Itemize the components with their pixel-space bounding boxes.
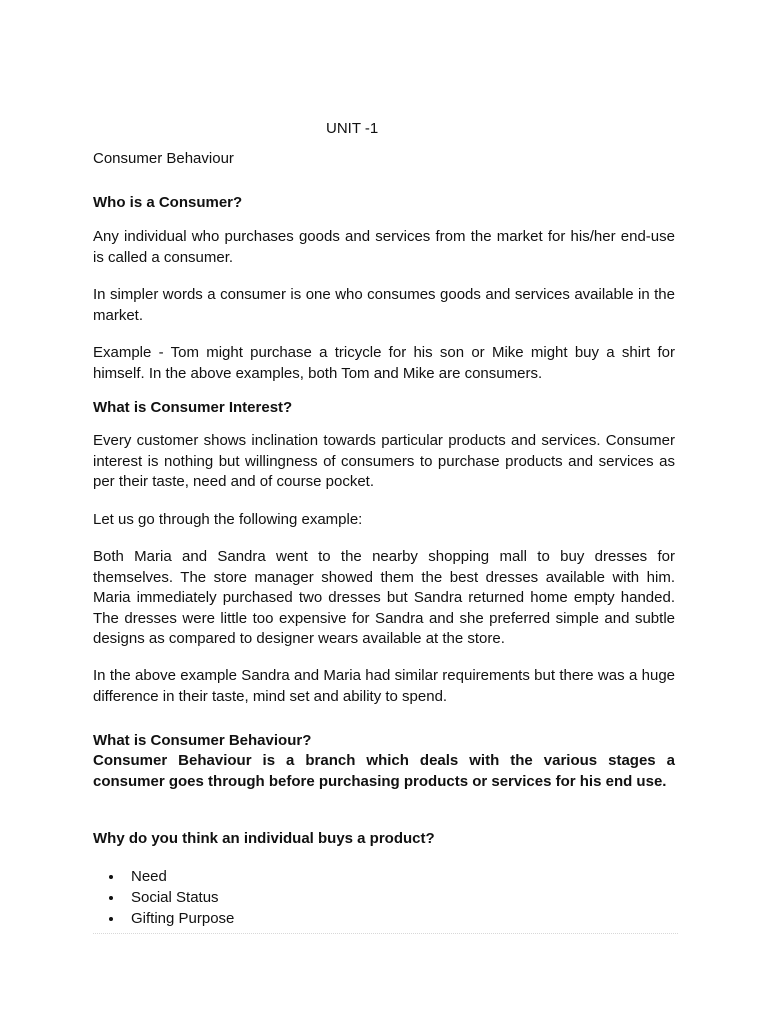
paragraph-consumer-behaviour-definition: Consumer Behaviour is a branch which deals with the various stages a consumer goes through before purchasing products or services for his end use. bbox=[93, 752, 675, 790]
heading-consumer-interest: What is Consumer Interest? bbox=[93, 399, 293, 416]
heading-who-is-consumer: Who is a Consumer? bbox=[93, 194, 243, 211]
heading-why-buy: Why do you think an individual buys a product? bbox=[93, 830, 435, 847]
paragraph-maria-sandra-example: Both Maria and Sandra went to the nearby shopping mall to buy dresses for themselves. The store manager showed them the best dresses available with him. Maria immediately purchased two dresses but Sandra returned home empty handed. The dresses were little too expensive for Sandra and she preferred simple and subtle designs as compared to designer wears available at the store. bbox=[93, 548, 675, 647]
bullet-icon bbox=[109, 896, 113, 900]
paragraph-simpler-words: In simpler words a consumer is one who consumes goods and services available in the market. bbox=[93, 286, 675, 324]
list-item-label: Social Status bbox=[131, 889, 219, 906]
list-item bbox=[93, 887, 493, 908]
bullet-icon bbox=[109, 917, 113, 921]
paragraph-consumer-example: Example - Tom might purchase a tricycle for his son or Mike might buy a shirt for himself. In the above examples, both Tom and Mike are consumers. bbox=[93, 344, 675, 382]
list-item bbox=[93, 908, 493, 929]
paragraph-consumer-interest: Every customer shows inclination towards particular products and services. Consumer interest is nothing but willingness of consumers to purchase products and services as per their taste, need and of course pocket. bbox=[93, 432, 675, 490]
paragraph-consumer-definition: Any individual who purchases goods and services from the market for his/her end-use is called a consumer. bbox=[93, 228, 675, 266]
list-item-label: Gifting Purpose bbox=[131, 910, 235, 927]
reasons-list bbox=[93, 866, 493, 929]
paragraph-example-intro: Let us go through the following example: bbox=[93, 511, 363, 528]
page-divider bbox=[93, 933, 678, 934]
paragraph-example-conclusion: In the above example Sandra and Maria had similar requirements but there was a huge difference in their taste, mind set and ability to spend. bbox=[93, 667, 675, 705]
bullet-icon bbox=[109, 875, 113, 879]
unit-heading: UNIT -1 bbox=[326, 120, 379, 137]
list-item-label: Need bbox=[131, 868, 167, 885]
list-item bbox=[93, 866, 493, 887]
document-title: Consumer Behaviour bbox=[93, 150, 234, 167]
heading-consumer-behaviour: What is Consumer Behaviour? bbox=[93, 732, 312, 749]
